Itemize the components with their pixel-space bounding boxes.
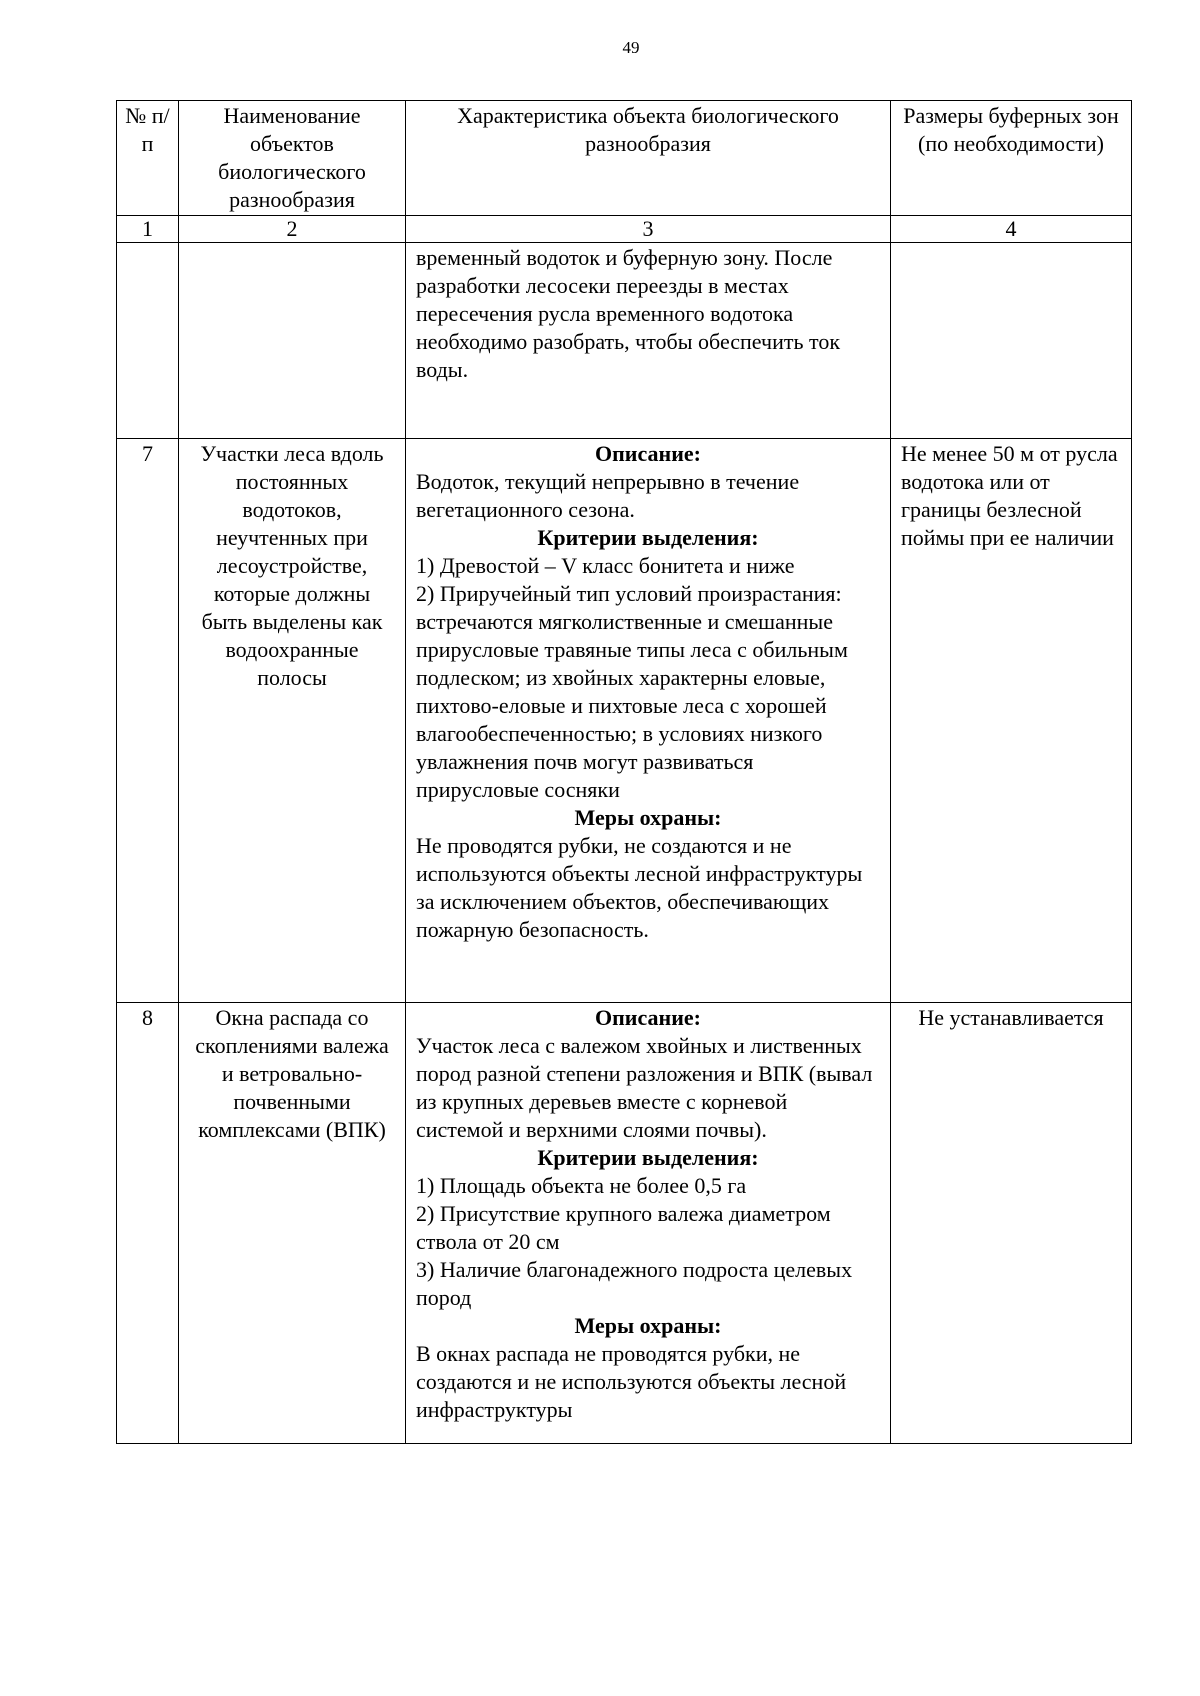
criteria-item: 3) Наличие благонадежного подроста целевых пород [416, 1257, 853, 1310]
object-name: Участки леса вдоль постоянных водотоков, неучтенных при лесоустройстве, которые должны быть выделены как водоохранные полосы [179, 439, 406, 1003]
measures-heading: Меры охраны: [574, 1313, 722, 1338]
criteria-item: 2) Приручейный тип условий произрастания: встречаются мягколиственные и смешанные прирусловые травяные типы леса с обильным подлеском; из хвойных характерны еловые, пихтово-еловые и пихтовые леса с хорошей влагообеспеченностью; в условиях низкого увлажнения почв могут развиваться прирусловые сосняки [416, 581, 848, 802]
column-number-row [117, 216, 1132, 243]
criteria-item: 2) Присутствие крупного валежа диаметром ствола от 20 см [416, 1201, 831, 1254]
measures-heading: Меры охраны: [574, 805, 722, 830]
criteria-heading: Критерии выделения: [537, 1145, 759, 1170]
continuation-row [117, 243, 1132, 439]
header-buffer: Размеры буферных зон (по необходимости) [891, 101, 1132, 216]
criteria-item: 1) Площадь объекта не более 0,5 га [416, 1173, 747, 1198]
description-heading: Описание: [595, 1005, 701, 1030]
header-number: № п/п [117, 101, 179, 216]
table-row [117, 1003, 1132, 1444]
header-characteristic: Характеристика объекта биологического разнообразия [406, 101, 891, 216]
object-name: Окна распада со скоплениями валежа и ветровально-почвенными комплексами (ВПК) [179, 1003, 406, 1444]
column-number: 4 [891, 216, 1132, 243]
table-row [117, 439, 1132, 1003]
description-text: Участок леса с валежом хвойных и лиственных пород разной степени разложения и ВПК (вывал из крупных деревьев вместе с корневой системой и верхними слоями почвы). [416, 1033, 873, 1142]
row-number: 8 [117, 1003, 179, 1444]
measures-text: Не проводятся рубки, не создаются и не используются объекты лесной инфраструктуры за исключением объектов, обеспечивающих пожарную безопасность. [416, 833, 863, 942]
biodiversity-table [116, 100, 1132, 1444]
description-heading: Описание: [595, 441, 701, 466]
page-number: 49 [622, 38, 640, 57]
continuation-text: временный водоток и буферную зону. После разработки лесосеки переезды в местах пересечения русла временного водотока необходимо разобрать, чтобы обеспечить ток воды. [406, 243, 891, 439]
criteria-item: 1) Древостой – V класс бонитета и ниже [416, 553, 795, 578]
object-characteristic [406, 1003, 891, 1444]
description-text: Водоток, текущий непрерывно в течение вегетационного сезона. [416, 469, 800, 522]
empty-cell [117, 243, 179, 439]
header-row [117, 101, 1132, 216]
header-name: Наименование объектов биологического разнообразия [179, 101, 406, 216]
empty-cell [179, 243, 406, 439]
object-characteristic [406, 439, 891, 1003]
column-number: 3 [406, 216, 891, 243]
measures-text: В окнах распада не проводятся рубки, не создаются и не используются объекты лесной инфраструктуры [416, 1341, 847, 1422]
buffer-size: Не менее 50 м от русла водотока или от границы безлесной поймы при ее наличии [891, 439, 1132, 1003]
column-number: 1 [117, 216, 179, 243]
empty-cell [891, 243, 1132, 439]
criteria-heading: Критерии выделения: [537, 525, 759, 550]
row-number: 7 [117, 439, 179, 1003]
column-number: 2 [179, 216, 406, 243]
buffer-size: Не устанавливается [891, 1003, 1132, 1444]
